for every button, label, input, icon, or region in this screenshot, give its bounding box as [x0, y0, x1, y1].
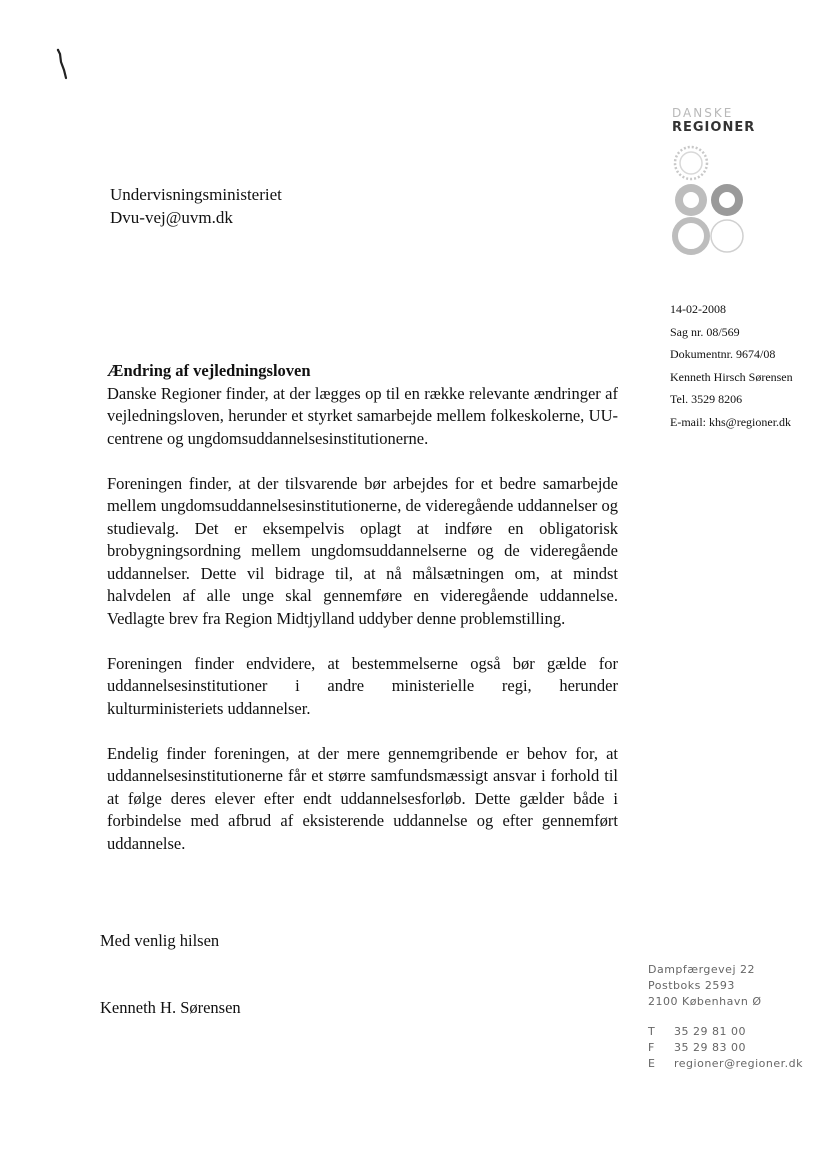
letter-closing: Med venlig hilsen [100, 931, 220, 950]
contact-key: E [648, 1057, 656, 1070]
sender-contact [648, 1024, 803, 1072]
sender-address [648, 962, 762, 1010]
recipient-email: Dvu-vej@uvm.dk [110, 208, 233, 227]
contact-row-email [648, 1056, 803, 1072]
danske-regioner-logo [672, 106, 762, 136]
logo-line-regioner: REGIONER [672, 120, 756, 135]
logo-circles-icon [672, 143, 748, 255]
reference-info [670, 298, 793, 433]
logo-line-danske: DANSKE [672, 106, 734, 120]
letter-paragraph: Foreningen finder endvidere, at bestemmelserne også bør gælde for uddannelsesinstitutioner i andre ministerielle regi, herunder kulturministeriets uddannelser. [107, 653, 618, 718]
letter-paragraph: Danske Regioner finder, at der lægges op til en række relevante ændringer af vejledningsloven, herunder et styrket samarbejde mellem folkeskolerne, UU-centrene og ungdomsuddannelsesinstitutionerne. [107, 383, 618, 448]
address-street: Dampfærgevej 22 [648, 963, 755, 976]
letter-body [107, 360, 618, 878]
reference-email: E-mail: khs@regioner.dk [670, 414, 792, 429]
contact-row-fax [648, 1040, 803, 1056]
scan-mark-artifact [54, 48, 70, 82]
recipient-name: Undervisningsministeriet [110, 185, 282, 204]
contact-value: 35 29 83 00 [674, 1041, 746, 1054]
letter-paragraph: Foreningen finder, at der tilsvarende bør arbejdes for et bedre samarbejde mellem ungdomsuddannelsesinstitutionerne, de videregående uddannelser og studievalg. Det er eksempelvis oplagt at indføre en obligatorisk brobygningsordning mellem ungdomsuddannelserne og de videregående uddannelser. Dette vil bidrage til, at nå målsætningen om, at mindst halvdelen af alle unge skal gennemføre en videregående uddannelse. Vedlagte brev fra Region Midtjylland uddyber denne problemstilling. [107, 473, 618, 628]
contact-row-phone [648, 1024, 803, 1040]
address-city: 2100 København Ø [648, 995, 762, 1008]
letter-subject: Ændring af vejledningsloven [107, 361, 311, 380]
reference-document-number: Dokumentnr. 9674/08 [670, 347, 776, 361]
reference-phone: Tel. 3529 8206 [670, 392, 743, 406]
contact-value: 35 29 81 00 [674, 1025, 746, 1038]
reference-contact-person: Kenneth Hirsch Sørensen [670, 369, 793, 384]
reference-date: 14-02-2008 [670, 302, 726, 316]
address-po-box: Postboks 2593 [648, 979, 735, 992]
contact-key: F [648, 1041, 655, 1054]
contact-value: regioner@regioner.dk [674, 1057, 803, 1070]
reference-case-number: Sag nr. 08/569 [670, 324, 740, 339]
recipient-block [110, 183, 282, 229]
letter-paragraph: Endelig finder foreningen, at der mere gennemgribende er behov for, at uddannelsesinstitutionerne får et større samfundsmæssigt ansvar i forhold til at følge deres elever efter endt uddannelsesforløb. Dette gælder både i forbindelse med afbrud af eksisterende uddannelse og efter gennemført uddannelse. [107, 743, 618, 853]
letter-signature: Kenneth H. Sørensen [100, 998, 241, 1017]
contact-key: T [648, 1025, 656, 1038]
